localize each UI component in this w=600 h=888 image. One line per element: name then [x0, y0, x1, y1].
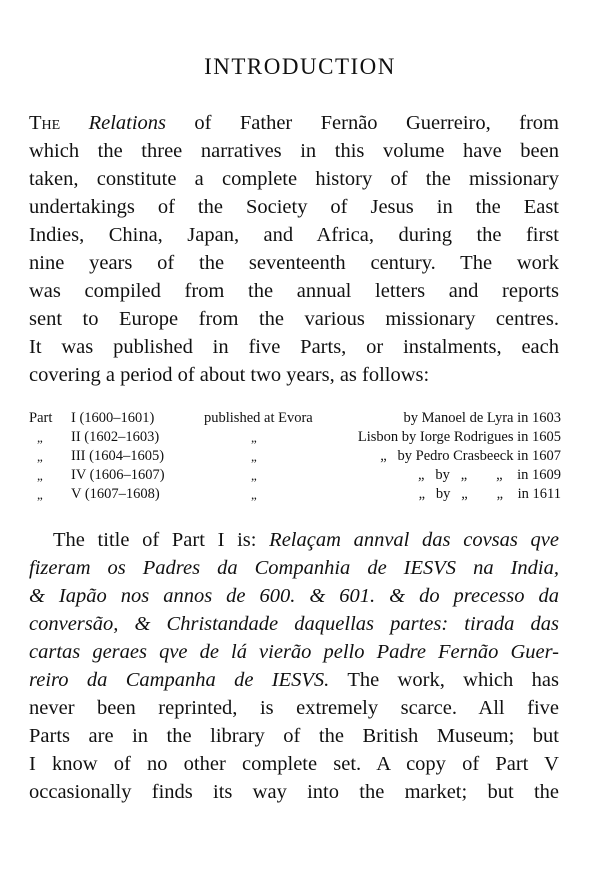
part-label: Part	[29, 410, 53, 426]
title-line	[29, 582, 559, 610]
intro-line: sent to Europe from the various missionary centres.	[29, 308, 559, 330]
table-row	[29, 485, 561, 504]
portuguese-title: fizeram os Padres da Companhia de IESVS na India,	[29, 557, 559, 579]
intro-line-1-rest: of Father Fernão Guerreiro, from	[194, 112, 559, 134]
title-text: The title of Part I is:	[53, 529, 257, 551]
portuguese-title: Relaçam annval das covsas qve	[269, 529, 560, 551]
intro-line: was compiled from the annual letters and reports	[29, 280, 559, 302]
body-line	[29, 722, 559, 750]
part-label: „	[37, 449, 43, 464]
portuguese-title: cartas geraes qve de lá vierão pello Padre Fernão Guer-	[29, 641, 559, 663]
body-line	[29, 750, 559, 778]
part-label: „	[37, 487, 43, 502]
body-text: occasionally finds its way into the market; but the	[29, 781, 559, 803]
body-text: The work, which has	[347, 669, 559, 691]
title-line	[29, 666, 559, 694]
part-number: III (1604–1605)	[71, 448, 165, 464]
body-line	[29, 778, 559, 806]
table-row	[29, 466, 561, 485]
intro-line: taken, constitute a complete history of the missionary	[29, 168, 559, 190]
intro-line: which the three narratives in this volume have been	[29, 140, 559, 162]
title-line	[29, 554, 559, 582]
part-number: I (1600–1601)	[71, 410, 155, 426]
part-label: „	[37, 430, 43, 445]
table-row	[29, 409, 561, 428]
intro-line: Indies, China, Japan, and Africa, during the first	[29, 224, 559, 246]
publisher-details: „ by „ „ in 1611	[418, 486, 561, 502]
intro-line: covering a period of about two years, as follows:	[29, 364, 430, 386]
parts-table	[29, 409, 561, 504]
publication-place: published at Evora	[204, 410, 313, 426]
publisher-details: „ by Pedro Crasbeeck in 1607	[380, 448, 561, 464]
portuguese-title: reiro da Campanha de IESVS.	[29, 669, 330, 691]
title-line	[29, 610, 559, 638]
part-number: II (1602–1603)	[71, 429, 160, 445]
title-line	[29, 526, 559, 554]
body-line	[29, 694, 559, 722]
intro-line-1	[29, 109, 559, 137]
lead-word: The	[29, 112, 61, 134]
publication-place: „	[251, 430, 257, 445]
title-paragraph	[29, 526, 559, 806]
part-number: IV (1606–1607)	[71, 467, 165, 483]
intro-line: It was published in five Parts, or instalments, each	[29, 336, 559, 358]
publisher-details: „ by „ „ in 1609	[418, 467, 561, 483]
part-number: V (1607–1608)	[71, 486, 160, 502]
publisher-details: by Manoel de Lyra in 1603	[403, 410, 561, 426]
portuguese-title: conversão, & Christandade daquellas partes: tirada das	[29, 613, 559, 635]
body-text: never been reprinted, is extremely scarce. All five	[29, 697, 559, 719]
intro-line: undertakings of the Society of Jesus in the East	[29, 196, 559, 218]
page-title: INTRODUCTION	[204, 54, 396, 79]
body-text: Parts are in the library of the British Museum; but	[29, 725, 559, 747]
intro-paragraph	[29, 109, 559, 389]
table-row	[29, 428, 561, 447]
body-text: I know of no other complete set. A copy of Part V	[29, 753, 559, 775]
title-line	[29, 638, 559, 666]
intro-line: nine years of the seventeenth century. The work	[29, 252, 559, 274]
publication-place: „	[251, 468, 257, 483]
table-row	[29, 447, 561, 466]
relations-title: Relations	[88, 112, 167, 134]
part-label: „	[37, 468, 43, 483]
portuguese-title: & Iapão nos annos de 600. & 601. & do precesso da	[29, 585, 559, 607]
publication-place: „	[251, 449, 257, 464]
publisher-details: Lisbon by Iorge Rodrigues in 1605	[357, 429, 561, 445]
publication-place: „	[251, 487, 257, 502]
